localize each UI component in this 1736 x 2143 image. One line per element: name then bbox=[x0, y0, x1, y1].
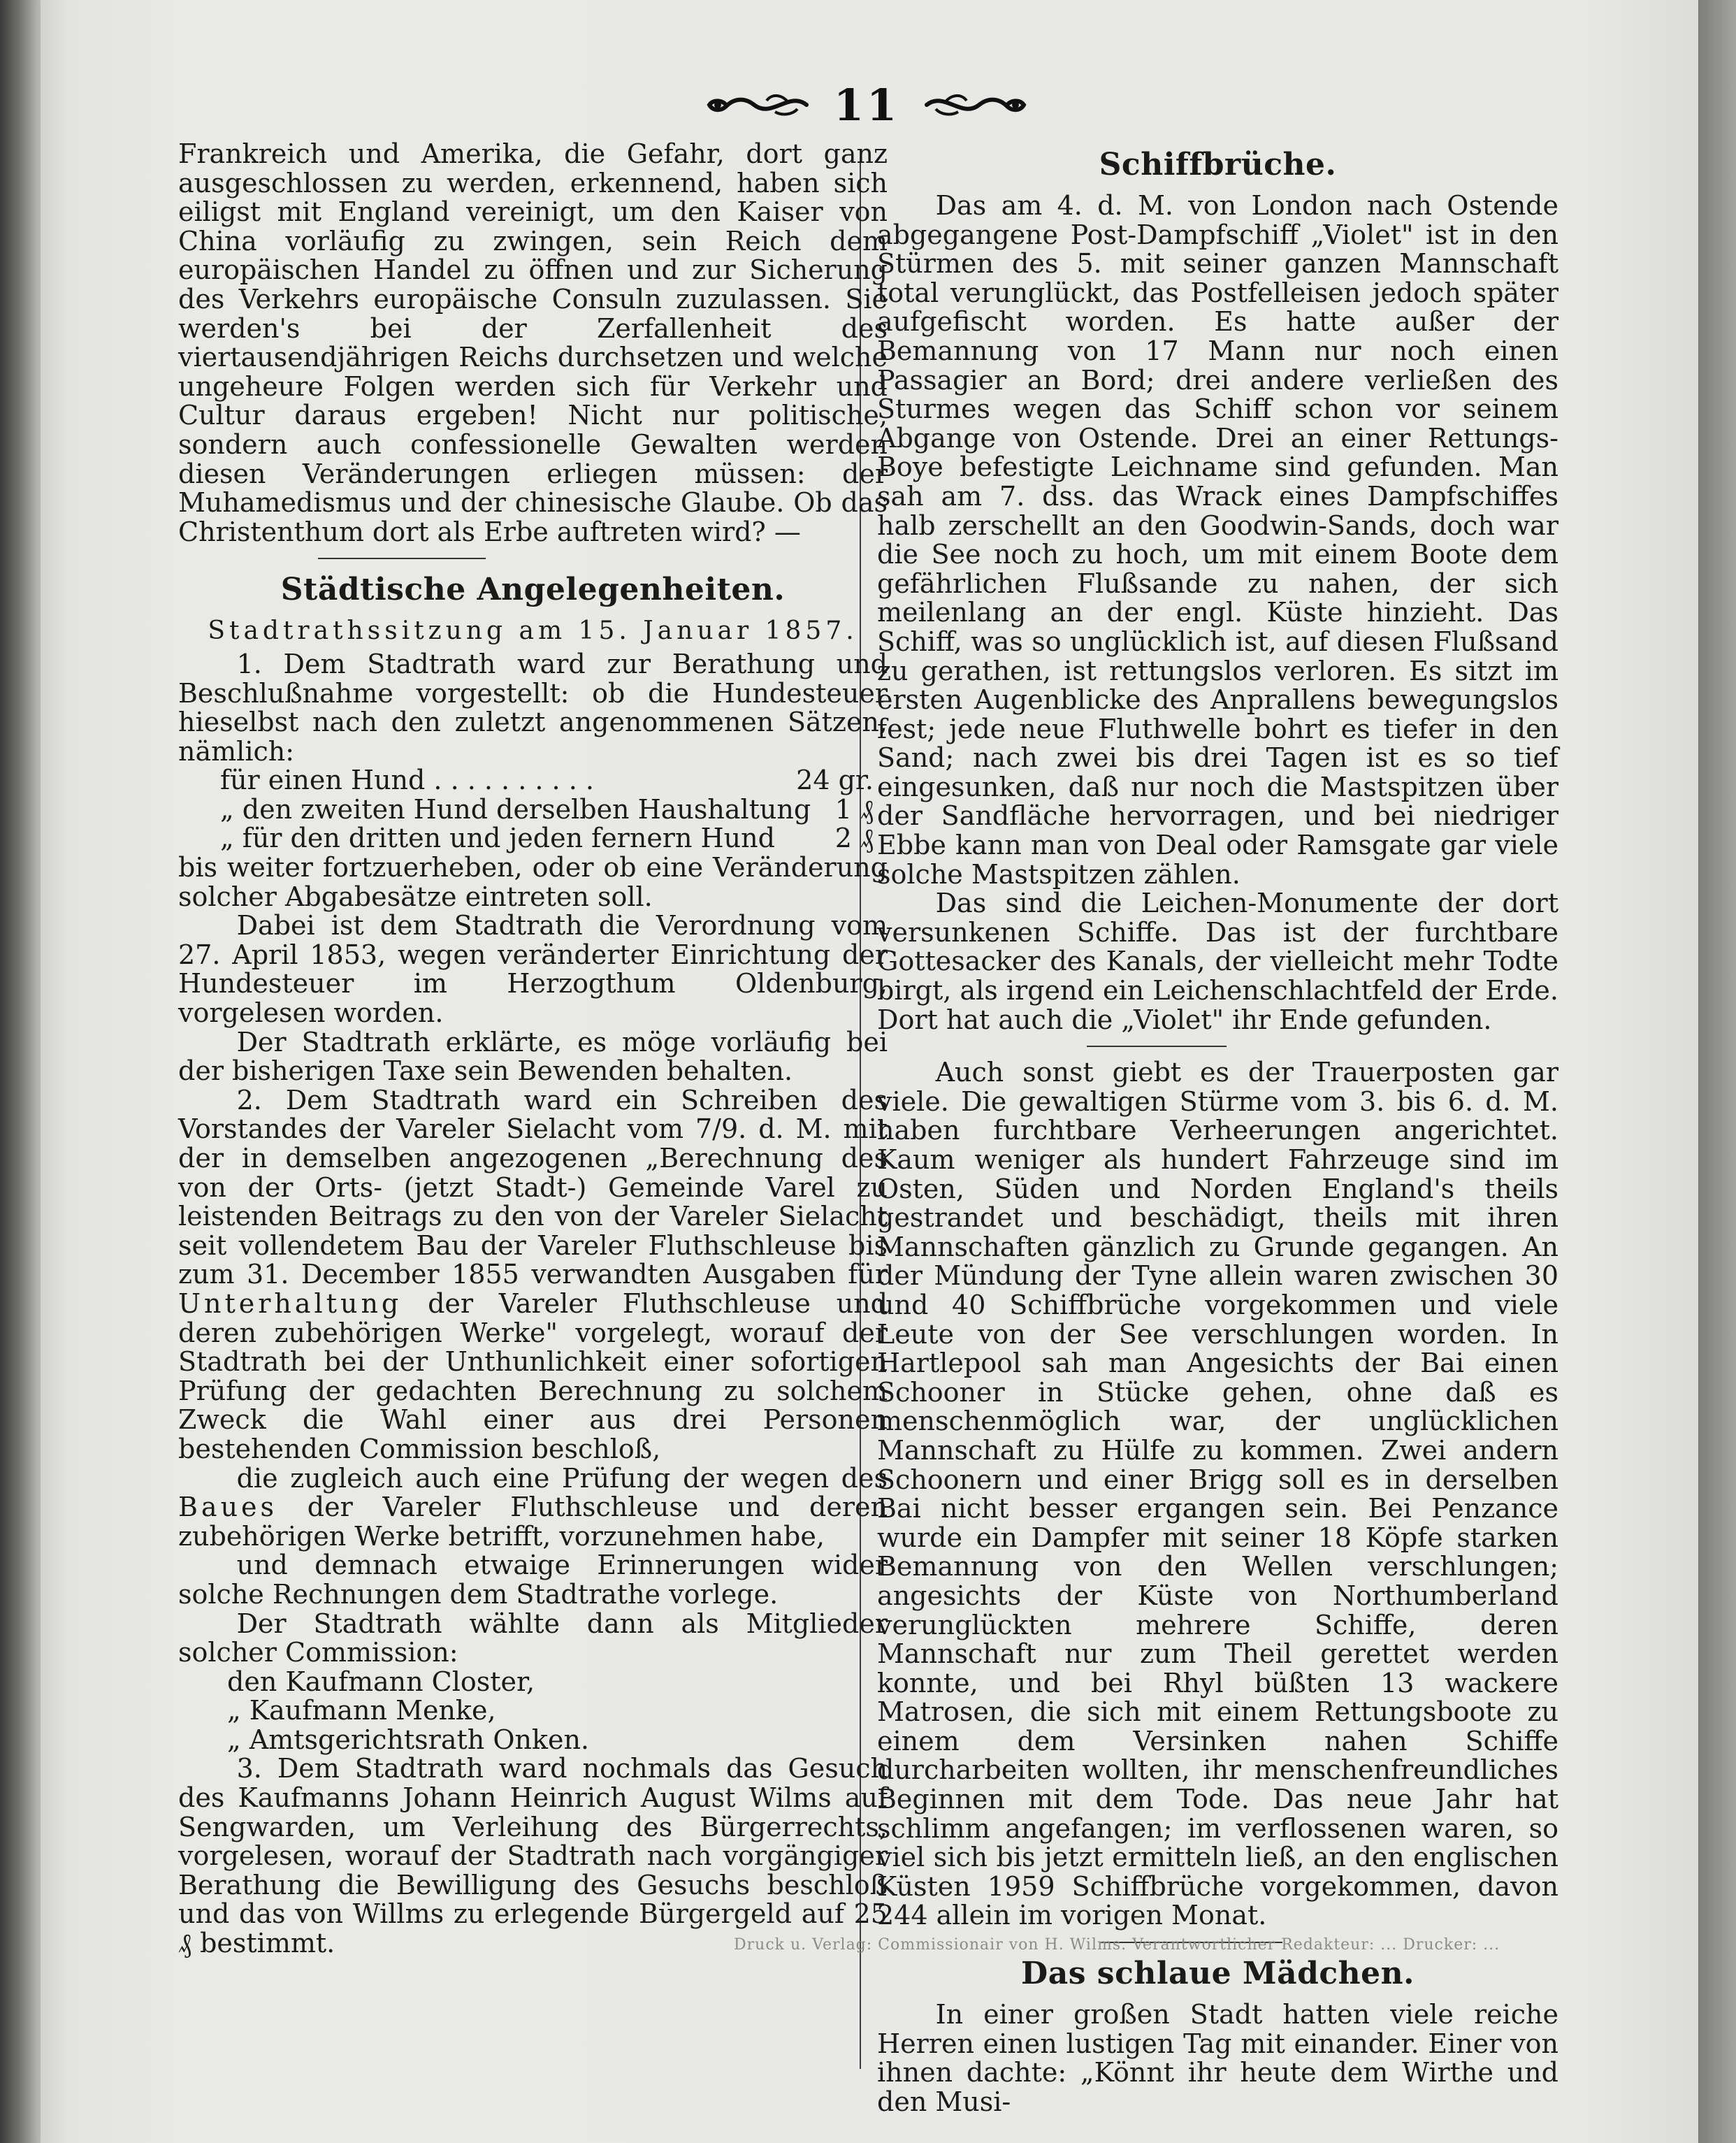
tariff-label: für einen Hund . . . . . . . . . . bbox=[220, 765, 594, 796]
intro-paragraph: Frankreich und Amerika, die Gefahr, dort ganz ausgeschlossen zu werden, erkennend, haben sich eiligst mit England vereinigt, um den Kaiser von China vorläufig zu zwingen, sein Reich dem europäischen Handel zu öffnen und zur Sicherung des Verkehrs europäische Consuln zuzulassen. Sie werden's bei der Zerfallenheit des viertausendjährigen Reichs durchsetzen und welche ungeheure Folgen werden sich für Verkehr und Cultur daraus ergeben! Nicht nur politische, sondern auch confessionelle Gewalten werden diesen Veränderungen erliegen müssen: der Muhamedismus und der chinesische Glaube. Ob das Christenthum dort als Erbe auftreten wird? — bbox=[178, 138, 888, 547]
separator-rule bbox=[1087, 1046, 1227, 1047]
tariff-label: „ für den dritten und jeden fernern Hund bbox=[220, 823, 775, 854]
item-2-spaced-baues: Baues bbox=[178, 1492, 278, 1523]
shipwreck-paragraph-1: Das am 4. d. M. von London nach Ostende abgegangene Post-Dampfschiff „Violet" ist in den Stürmen des 5. mit seiner ganzen Mannschaft total verunglückt, das Postfelleisen jedoch später aufgefischt worden. Es hatte außer der Bemannung von 17 Mann nur noch einen Passagier an Bord; drei andere verließen des Sturmes wegen das Schiff schon vor seinem Abgange von Ostende. Drei an einer Rettungs-Boye befestigte Leichname sind gefunden. Man sah am 7. dss. das Wrack eines Dampfschiffes halb zerschellt an den Goodwin-Sands, doch war die See noch zu hoch, um mit einem Boote dem gefährlichen Flußsande zu nahen, der sich meilenlang an der engl. Küste hinzieht. Das Schiff, was so unglücklich ist, auf diesen Flußsand zu gerathen, ist rettungslos verloren. Es sitzt im ersten Augenblicke des Anprallens bewegungslos fest; jede neue Fluthwelle bohrt es tiefer in den Sand; nach zwei bis drei Tagen ist es so tief eingesunken, daß nur noch die Mastspitzen über der Sandfläche hervorragen, und bei niedriger Ebbe kann man von Deal oder Ramsgate gar viele solche Mastspitzen zählen. bbox=[877, 190, 1558, 890]
item-2-text-b: der Vareler Fluthschleuse und deren zubehörigen Werke" vorgelegt, worauf der Stadtrath bei der Unthunlichkeit einer sofortigen Prüfung der gedachten Berechnung zu solchem Zweck die Wahl einer aus drei Personen bestehenden Commission beschloß, bbox=[178, 1287, 888, 1464]
commission-member: „ Kaufmann Menke, bbox=[227, 1695, 496, 1726]
book-binding-gutter bbox=[0, 0, 41, 2143]
item-1-continuation: bis weiter fortzuerheben, oder ob eine Veränderung solcher Abgabesätze eintreten soll. bbox=[178, 852, 888, 912]
item-3-paragraph: 3. Dem Stadtrath ward nochmals das Gesuch des Kaufmanns Johann Heinrich August Wilms auf Sengwarden, um Verleihung des Bürgerrechts, vorgelesen, worauf der Stadtrath nach vorgängiger Berathung die Bewilligung des Gesuchs beschloß und das von Willms zu erlegende Bürgergeld auf 25 ₰ bestimmt. bbox=[178, 1753, 888, 1959]
page-header bbox=[699, 73, 1034, 136]
item-2-text-c2: der Vareler Fluthschleuse und deren zubehörigen Werke betrifft, vorzunehmen habe, bbox=[178, 1492, 888, 1552]
left-column bbox=[178, 140, 888, 2104]
tariff-label: „ den zweiten Hund derselben Haushaltung bbox=[220, 793, 811, 825]
tariff-amount: 24 gr. bbox=[796, 765, 874, 796]
page-number: 11 bbox=[833, 79, 900, 131]
tariff-amount: 1 ₰ bbox=[834, 793, 874, 825]
tariff-line bbox=[178, 824, 888, 853]
section-title-shipwrecks: Schiffbrüche. bbox=[1099, 147, 1337, 182]
item-1-ordinance: Dabei ist dem Stadtrath die Verordnung vom 27. April 1853, wegen veränderter Einrichtung der Hundesteuer im Herzogthum Oldenburg, vorgelesen worden. bbox=[178, 910, 888, 1029]
tariff-amount: 2 ₰ bbox=[834, 823, 874, 854]
item-2-commission: Der Stadtrath wählte dann als Mitglieder solcher Commission: bbox=[178, 1608, 888, 1668]
shipwreck-paragraph-3: Auch sonst giebt es der Trauerposten gar viele. Die gewaltigen Stürme vom 3. bis 6. d. M. haben furchtbare Verheerungen angerichtet. Kaum weniger als hundert Fahrzeuge sind im Osten, Süden und Norden England's theils gestrandet und beschädigt, theils mit ihren Mannschaften gänzlich zu Grunde gegangen. An der Mündung der Tyne allein waren zwischen 30 und 40 Schiffbrüche vorgekommen und viele Leute von der See verschlungen worden. In Hartlepool sah man Angesichts der Bai einen Schooner in Stücke gehen, ohne daß es menschenmöglich war, der unglücklichen Mannschaft zu Hülfe zu kommen. Zwei andern Schoonern und einer Brigg soll es in derselben Bai nicht besser ergangen sein. Bei Penzance wurde ein Dampfer mit seiner 18 Köpfe starken Bemannung von den Wellen verschlungen; angesichts der Küste von Northumberland verunglückten mehrere Schiffe, deren Mannschaft nur zum Theil gerettet werden konnte, und bei Rhyl büßten 13 wackere Matrosen, die sich mit einem Rettungsboote zu einem dem Versinken nahen Schiffe durcharbeiten wollten, ihr menschenfreundliches Beginnen mit dem Tode. Das neue Jahr hat schlimm angefangen; im verflossenen waren, so viel sich bis jetzt ermitteln ließ, an den englischen Küsten 1959 Schiffbrüche vorgekommen, davon 244 allein im vorigen Monat. bbox=[877, 1057, 1558, 1931]
tariff-line bbox=[178, 795, 888, 825]
page-right-edge bbox=[1698, 0, 1736, 2143]
shipwreck-paragraph-2: Das sind die Leichen-Monumente der dort versunkenen Schiffe. Das ist der furchtbare Gottesacker des Kanals, der vielleicht mehr Todte birgt, als irgend ein Leichenschlachtfeld der Erde. Dort hat auch die „Violet" ihr Ende gefunden. bbox=[877, 888, 1558, 1035]
commission-member: den Kaufmann Closter, bbox=[227, 1666, 535, 1697]
story-title: Das schlaue Mädchen. bbox=[1021, 1956, 1415, 1992]
story-paragraph-1: In einer großen Stadt hatten viele reiche Herren einen lustigen Tag mit einander. Einer von ihnen dachte: „Könnt ihr heute dem Wirthe und den Musi- bbox=[877, 1999, 1558, 2117]
item-1-paragraph: 1. Dem Stadtrath ward zur Berathung und Beschlußnahme vorgestellt: ob die Hundesteuer hieselbst nach den zuletzt angenommenen Sätzen, nämlich: bbox=[178, 648, 888, 767]
session-heading: Stadtrathssitzung am 15. Januar 1857. bbox=[208, 616, 858, 646]
section-title-municipal: Städtische Angelegenheiten. bbox=[280, 572, 786, 608]
separator-rule bbox=[318, 558, 486, 559]
item-2-clause-d: und demnach etwaige Erinnerungen wider solche Rechnungen dem Stadtrathe vorlege. bbox=[178, 1550, 888, 1610]
item-2-text-a: 2. Dem Stadtrath ward ein Schreiben des Vorstandes der Vareler Sielacht vom 7/9. d. M. mit der in demselben angezogenen „Berechnung des von der Orts- (jetzt Stadt-) Gemeinde Varel zu leistenden Beitrags zu den von der Vareler Sielacht seit vollendetem Bau der Vareler Fluthschleuse bis zum 31. December 1855 verwandten Ausgaben für bbox=[178, 1084, 888, 1290]
left-ornament-icon bbox=[705, 84, 810, 126]
bleed-through-footer: Druck u. Verlag: Commissionair von H. Wilms. Verantwortlicher Redakteur: ... Drucker: ... bbox=[734, 1936, 1500, 1954]
commission-member: „ Amtsgerichtsrath Onken. bbox=[227, 1724, 590, 1755]
item-1-decision: Der Stadtrath erklärte, es möge vorläufig bei der bisherigen Taxe sein Bewenden behalten. bbox=[178, 1026, 888, 1087]
right-column bbox=[877, 140, 1558, 2117]
item-2-text-c1: die zugleich auch eine Prüfung der wegen des bbox=[236, 1462, 888, 1494]
right-ornament-icon bbox=[923, 84, 1028, 126]
item-2-paragraph bbox=[178, 1086, 888, 1464]
item-2-spaced-word: Unterhaltung bbox=[178, 1287, 403, 1319]
tariff-line bbox=[178, 766, 888, 795]
item-2-clause-c bbox=[178, 1464, 888, 1552]
